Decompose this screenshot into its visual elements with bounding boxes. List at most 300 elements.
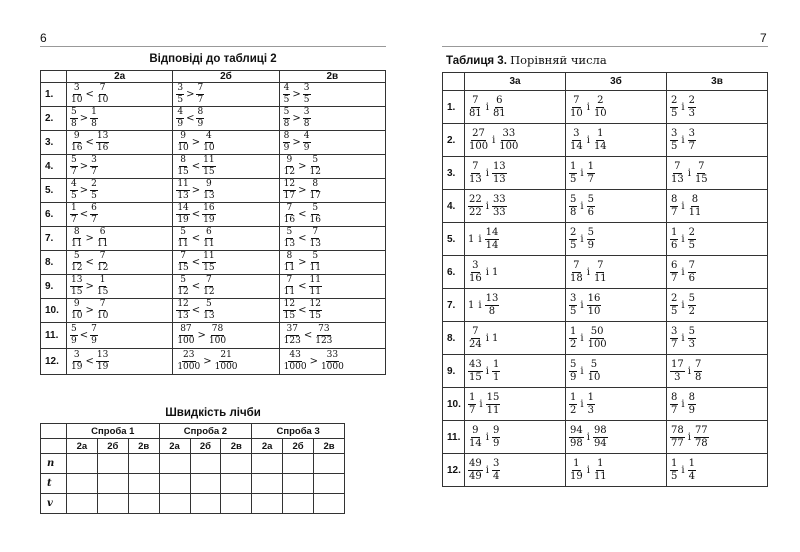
comparison-sign: > <box>298 257 307 268</box>
comparison-sign: < <box>191 209 201 220</box>
numerator: 8 <box>691 193 699 205</box>
denominator: 15 <box>694 173 708 185</box>
compare-cell[interactable] <box>465 157 566 190</box>
separator: і <box>580 167 584 179</box>
compare-cell[interactable] <box>667 256 768 289</box>
compare-cell[interactable] <box>667 223 768 256</box>
compare-cell[interactable] <box>566 355 667 388</box>
fraction <box>468 261 483 284</box>
fraction <box>309 300 322 321</box>
fraction <box>468 96 483 119</box>
denominator: 11 <box>177 239 189 249</box>
fraction <box>688 96 696 119</box>
numerator: 12 <box>283 299 296 309</box>
speed-cell[interactable] <box>128 454 159 474</box>
fraction <box>202 156 215 177</box>
table-row <box>41 251 386 275</box>
fraction <box>569 228 577 251</box>
separator: і <box>681 101 685 113</box>
speed-cell[interactable] <box>221 494 252 514</box>
speed-cell[interactable] <box>97 474 128 494</box>
numerator: 1 <box>71 203 77 213</box>
numerator: 1 <box>597 457 604 469</box>
compare-cell[interactable] <box>566 157 667 190</box>
fraction <box>283 351 308 372</box>
separator: і <box>478 299 482 311</box>
compare-cell[interactable] <box>566 91 667 124</box>
numerator: 16 <box>587 292 601 304</box>
numerator: 33 <box>492 193 506 205</box>
denominator: 123 <box>283 336 301 346</box>
comparison-sign: < <box>85 257 94 268</box>
compare-cell[interactable] <box>667 190 768 223</box>
row-number: 1. <box>443 91 465 124</box>
speed-cell[interactable] <box>128 494 159 514</box>
numerator: 7 <box>286 275 293 285</box>
speed-cell[interactable] <box>67 474 98 494</box>
numerator: 77 <box>694 424 708 436</box>
compare-cell[interactable] <box>465 223 566 256</box>
row-number: 12. <box>443 454 465 487</box>
numerator: 5 <box>283 107 290 117</box>
fraction <box>90 180 98 201</box>
answer-cell <box>173 107 279 131</box>
row-number: 1. <box>41 83 67 107</box>
denominator: 19 <box>96 362 109 372</box>
answer-cell <box>67 299 173 323</box>
answer-cell <box>279 299 385 323</box>
fraction <box>468 129 489 152</box>
fraction <box>96 351 109 372</box>
separator: і <box>580 398 584 410</box>
denominator: 19 <box>177 215 189 225</box>
comparison-sign: > <box>292 89 301 100</box>
whole-number: 1 <box>491 332 499 344</box>
numerator: 98 <box>593 424 607 436</box>
denominator: 12 <box>177 287 189 297</box>
numerator: 33 <box>326 350 339 360</box>
fraction <box>96 252 109 273</box>
row-number: 9. <box>41 275 67 299</box>
separator: і <box>681 299 685 311</box>
speed-cell[interactable] <box>252 494 283 514</box>
compare-cell[interactable] <box>465 454 566 487</box>
fraction <box>587 162 595 185</box>
numerator: 8 <box>197 107 204 117</box>
speed-cell[interactable] <box>67 494 98 514</box>
attempt-header: Спроба 3 <box>252 424 345 439</box>
fraction <box>70 351 83 372</box>
denominator: 5 <box>91 191 97 201</box>
compare-cell[interactable] <box>667 91 768 124</box>
comparison-sign: > <box>298 161 307 172</box>
denominator: 10 <box>96 311 109 321</box>
fraction <box>90 108 98 129</box>
fraction <box>694 162 709 185</box>
speed-cell[interactable] <box>159 474 190 494</box>
answer-cell <box>173 203 279 227</box>
compare-cell[interactable] <box>667 454 768 487</box>
row-number: 7. <box>41 227 67 251</box>
fraction <box>593 261 608 284</box>
fraction <box>202 228 215 249</box>
compare-cell[interactable] <box>465 388 566 421</box>
denominator: 9 <box>570 371 577 383</box>
numerator: 1 <box>671 457 678 469</box>
comparison-sign: < <box>303 330 313 341</box>
numerator: 7 <box>573 259 580 271</box>
numerator: 1 <box>688 457 695 469</box>
fraction <box>587 393 595 416</box>
separator: і <box>485 266 489 278</box>
denominator: 13 <box>177 191 189 201</box>
numerator: 8 <box>286 251 293 261</box>
speed-cell[interactable] <box>190 474 221 494</box>
comparison-sign: > <box>309 356 318 367</box>
numerator: 3 <box>492 457 500 469</box>
separator: і <box>492 134 496 146</box>
numerator: 87 <box>180 324 192 334</box>
fraction <box>468 327 483 350</box>
fraction <box>202 180 215 201</box>
fraction <box>492 426 500 449</box>
numerator: 7 <box>472 94 479 106</box>
denominator: 15 <box>283 311 296 321</box>
denominator: 98 <box>570 437 583 449</box>
numerator: 8 <box>671 193 678 205</box>
denominator: 78 <box>694 437 708 449</box>
separator: і <box>485 167 489 179</box>
numerator: 6 <box>496 94 503 106</box>
numerator: 73 <box>318 324 330 334</box>
numerator: 12 <box>309 299 321 309</box>
table-row <box>443 223 768 256</box>
fraction <box>283 300 296 321</box>
denominator: 6 <box>671 239 678 251</box>
answer-cell <box>173 349 279 375</box>
compare-cell[interactable] <box>566 190 667 223</box>
numerator: 3 <box>73 83 80 93</box>
fraction <box>176 252 189 273</box>
denominator: 77 <box>671 437 684 449</box>
denominator: 5 <box>671 305 678 317</box>
numerator: 2 <box>671 94 678 106</box>
denominator: 6 <box>688 272 695 284</box>
compare-cell[interactable] <box>465 256 566 289</box>
comparison-sign: > <box>79 185 89 196</box>
column-header: 3в <box>667 73 768 91</box>
row-number: 11. <box>41 323 67 349</box>
fraction <box>468 162 483 185</box>
denominator: 1000 <box>177 362 201 372</box>
numerator: 5 <box>71 107 77 117</box>
row-number: 2. <box>443 124 465 157</box>
fraction <box>283 276 296 297</box>
denominator: 5 <box>283 95 290 105</box>
numerator: 7 <box>688 259 695 271</box>
table-row <box>41 83 386 107</box>
speed-cell[interactable] <box>159 454 190 474</box>
separator: і <box>681 233 685 245</box>
comparison-sign: > <box>79 113 89 124</box>
fraction <box>176 325 195 346</box>
speed-cell[interactable] <box>190 454 221 474</box>
denominator: 11 <box>96 239 109 249</box>
denominator: 11 <box>283 287 296 297</box>
fraction <box>593 426 608 449</box>
separator: і <box>580 365 584 377</box>
numerator: 4 <box>177 107 184 117</box>
denominator: 8 <box>694 371 702 383</box>
denominator: 5 <box>671 470 678 482</box>
denominator: 10 <box>71 311 83 321</box>
fraction <box>486 393 501 416</box>
speed-cell[interactable] <box>283 454 314 474</box>
separator: і <box>681 134 685 146</box>
separator: і <box>586 134 590 146</box>
compare-cell[interactable] <box>465 289 566 322</box>
speed-cell[interactable] <box>128 474 159 494</box>
denominator: 9 <box>71 336 77 346</box>
separator: і <box>485 101 489 113</box>
speed-cell[interactable] <box>314 454 345 474</box>
numerator: 11 <box>203 251 215 261</box>
table-row <box>443 91 768 124</box>
fraction <box>283 132 291 153</box>
numerator: 5 <box>73 251 80 261</box>
compare-cell[interactable] <box>667 421 768 454</box>
numerator: 1 <box>597 127 604 139</box>
numerator: 5 <box>206 299 212 309</box>
fraction <box>670 360 685 383</box>
answer-cell <box>279 275 385 299</box>
separator: і <box>586 266 590 278</box>
compare-cell[interactable] <box>566 256 667 289</box>
row-number: 5. <box>41 179 67 203</box>
separator: і <box>580 332 584 344</box>
denominator: 10 <box>71 95 83 105</box>
numerator: 7 <box>99 251 106 261</box>
compare-table-3 <box>442 72 768 487</box>
denominator: 9 <box>91 336 97 346</box>
numerator: 9 <box>472 424 479 436</box>
numerator: 78 <box>671 424 684 436</box>
whole-number: 1 <box>468 299 475 311</box>
numerator: 7 <box>597 259 604 271</box>
fraction <box>176 156 189 177</box>
compare-cell[interactable] <box>465 124 566 157</box>
fraction <box>309 156 322 177</box>
separator: і <box>681 398 685 410</box>
numerator: 2 <box>671 292 678 304</box>
comparison-sign: < <box>191 257 201 268</box>
speed-cell[interactable] <box>221 474 252 494</box>
denominator: 81 <box>492 107 506 119</box>
speed-cell[interactable] <box>314 474 345 494</box>
fraction <box>309 276 322 297</box>
denominator: 9 <box>283 143 290 153</box>
separator: і <box>681 332 685 344</box>
denominator: 11 <box>309 287 321 297</box>
fraction <box>70 228 83 249</box>
fraction <box>569 294 577 317</box>
compare-cell[interactable] <box>667 124 768 157</box>
numerator: 5 <box>570 193 577 205</box>
denominator: 8 <box>488 305 496 317</box>
denominator: 15 <box>96 287 109 297</box>
numerator: 7 <box>312 227 319 237</box>
compare-cell[interactable] <box>566 322 667 355</box>
numerator: 13 <box>485 292 499 304</box>
speed-cell[interactable] <box>190 494 221 514</box>
compare-cell[interactable] <box>566 124 667 157</box>
denominator: 14 <box>485 239 499 251</box>
comparison-sign: < <box>298 233 307 244</box>
answer-cell <box>173 251 279 275</box>
speed-cell[interactable] <box>314 494 345 514</box>
denominator: 9 <box>303 143 310 153</box>
compare-cell[interactable] <box>566 421 667 454</box>
compare-cell[interactable] <box>667 388 768 421</box>
separator: і <box>580 233 584 245</box>
corner-header <box>443 73 465 91</box>
numerator: 15 <box>486 391 500 403</box>
denominator: 7 <box>688 140 695 152</box>
numerator: 3 <box>472 259 479 271</box>
fraction <box>202 252 215 273</box>
numerator: 5 <box>688 325 695 337</box>
answer-cell <box>173 155 279 179</box>
compare-cell[interactable] <box>465 322 566 355</box>
speed-cell[interactable] <box>252 454 283 474</box>
numerator: 9 <box>73 299 80 309</box>
answer-cell <box>67 275 173 299</box>
speed-cell[interactable] <box>252 474 283 494</box>
denominator: 5 <box>671 140 678 152</box>
row-number: 10. <box>41 299 67 323</box>
answer-cell <box>67 83 173 107</box>
compare-cell[interactable] <box>667 355 768 388</box>
numerator: 13 <box>492 160 506 172</box>
numerator: 5 <box>180 227 186 237</box>
denominator: 5 <box>177 95 184 105</box>
numerator: 1 <box>587 391 594 403</box>
denominator: 5 <box>671 107 678 119</box>
numerator: 1 <box>492 358 500 370</box>
fraction <box>569 327 577 350</box>
speed-cell[interactable] <box>67 454 98 474</box>
speed-cell[interactable] <box>97 494 128 514</box>
numerator: 3 <box>688 127 695 139</box>
fraction <box>176 84 184 105</box>
fraction <box>90 156 98 177</box>
compare-cell[interactable] <box>566 223 667 256</box>
denominator: 12 <box>283 167 296 177</box>
denominator: 15 <box>203 263 215 273</box>
compare-cell[interactable] <box>667 289 768 322</box>
numerator: 21 <box>220 350 232 360</box>
denominator: 5 <box>570 173 577 185</box>
fraction <box>176 180 189 201</box>
fraction <box>214 351 239 372</box>
numerator: 1 <box>570 325 577 337</box>
denominator: 11 <box>593 470 607 482</box>
row-number: 6. <box>41 203 67 227</box>
fraction <box>688 261 696 284</box>
compare-cell[interactable] <box>566 388 667 421</box>
comparison-sign: < <box>186 113 195 124</box>
compare-cell[interactable] <box>566 454 667 487</box>
fraction <box>202 204 215 225</box>
compare-cell[interactable] <box>667 157 768 190</box>
fraction <box>208 325 227 346</box>
compare-cell[interactable] <box>465 421 566 454</box>
denominator: 19 <box>203 215 215 225</box>
speed-cell[interactable] <box>97 454 128 474</box>
fraction <box>569 459 584 482</box>
answer-cell <box>173 323 279 349</box>
comparison-sign: > <box>292 137 301 148</box>
compare-cell[interactable] <box>465 190 566 223</box>
numerator: 9 <box>73 131 80 141</box>
row-number: 8. <box>41 251 67 275</box>
denominator: 12 <box>71 263 83 273</box>
denominator: 11 <box>593 272 607 284</box>
separator: і <box>681 464 685 476</box>
denominator: 7 <box>587 173 594 185</box>
compare-cell[interactable] <box>465 355 566 388</box>
speed-cell[interactable] <box>159 494 190 514</box>
numerator: 4 <box>303 131 310 141</box>
subcol-header: 2б <box>283 439 314 454</box>
fraction <box>498 129 519 152</box>
speed-cell[interactable] <box>283 474 314 494</box>
compare-cell[interactable] <box>566 289 667 322</box>
numerator: 12 <box>177 299 189 309</box>
numerator: 5 <box>590 358 598 370</box>
table-row <box>443 388 768 421</box>
row-number: 3. <box>41 131 67 155</box>
fraction <box>70 180 78 201</box>
numerator: 4 <box>206 131 212 141</box>
comparison-sign: > <box>79 161 89 172</box>
fraction <box>670 426 685 449</box>
fraction <box>320 351 345 372</box>
denominator: 3 <box>674 371 681 383</box>
numerator: 7 <box>694 358 702 370</box>
denominator: 15 <box>469 371 482 383</box>
fraction <box>688 459 696 482</box>
compare-cell[interactable] <box>465 91 566 124</box>
column-header: 2а <box>67 71 173 83</box>
comparison-sign: < <box>191 281 201 292</box>
speed-cell[interactable] <box>221 454 252 474</box>
numerator: 2 <box>688 94 695 106</box>
fraction <box>468 195 483 218</box>
comparison-sign: < <box>191 161 201 172</box>
speed-cell[interactable] <box>283 494 314 514</box>
numerator: 8 <box>73 227 80 237</box>
table-row <box>41 155 386 179</box>
fraction <box>202 276 215 297</box>
denominator: 22 <box>469 206 482 218</box>
fraction <box>196 108 204 129</box>
separator: і <box>586 431 590 443</box>
numerator: 1 <box>587 160 594 172</box>
compare-cell[interactable] <box>667 322 768 355</box>
numerator: 14 <box>177 203 189 213</box>
table-row <box>443 157 768 190</box>
